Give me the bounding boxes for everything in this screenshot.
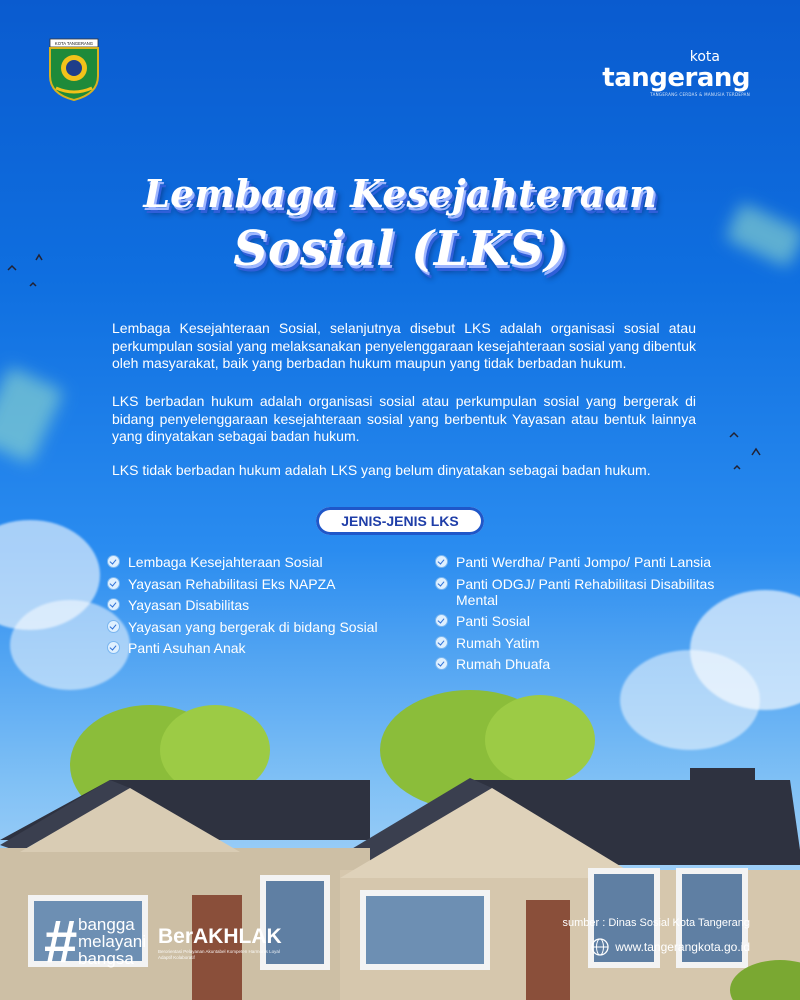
list-right [436,554,746,678]
emblem-text: KOTA TANGERANG [54,41,94,46]
list-item-label: Panti Werdha/ Panti Jompo/ Panti Lansia [456,554,712,570]
brand-name: tangerang [602,63,750,93]
brand-tagline: TANGERANG CERDAS & MANUSIA TERDEPAN [650,92,750,97]
bird-icons-right [720,425,780,485]
list-item-label: Yayasan Rehabilitasi Eks NAPZA [128,575,336,592]
section-label: JENIS-JENIS LKS [316,507,484,535]
brand-small-text: kota [689,49,720,65]
check-bullet-icon [108,599,119,610]
check-bullet-icon [436,637,447,648]
paragraph-berbadan-hukum: LKS berbadan hukum adalah organisasi sosial atau perkumpulan sosial yang bergerak di bidang penyelenggaraan kesejahteraan sosial yang berbentuk Yayasan atau bentuk lainnya yang dinyatakan sebagai badan hukum. [112,393,696,444]
list-item-label: Rumah Dhuafa [456,656,551,672]
website-url: www.tangerangkota.go.id [615,940,750,954]
page-title [0,170,800,280]
paragraph-tidak-berbadan-hukum: LKS tidak berbadan hukum adalah LKS yang belum dinyatakan sebagai badan hukum. [112,462,651,478]
list-item [436,554,746,570]
berakhlak-tagline: Berorientasi Pelayanan Akuntabel Kompeten Harmonis Loyal Adaptif Kolaboratif [158,949,280,960]
list-item [436,656,746,672]
hashtag-symbol: # [44,908,78,975]
city-emblem-icon [46,38,102,102]
list-left [108,554,408,662]
berakhlak-name: BerAKHLAK [158,925,282,948]
globe-icon [591,938,609,956]
list-item-label: Panti Sosial [456,613,530,629]
hashtag-word-1: bangga [78,915,135,934]
list-item [436,635,746,651]
title-line-2: Sosial (LKS) [233,221,567,277]
kota-tangerang-brand [602,50,750,97]
list-item-label: Panti ODGJ/ Panti Rehabilitasi Disabilitas Mental [456,575,715,608]
list-item-label: Yayasan yang bergerak di bidang Sosial [128,618,378,635]
check-bullet-icon [108,556,119,567]
paragraph-definition: Lembaga Kesejahteraan Sosial, selanjutnya disebut LKS adalah organisasi sosial atau perkumpulan sosial yang melaksanakan penyelenggaraan kesejahteraan sosial yang dibentuk oleh masyarakat, baik yang berbadan hukum maupun yang tidak berbadan hukum. [112,320,696,371]
website [591,938,750,956]
list-item [108,576,408,592]
list-item [436,576,746,608]
list-item-label: Lembaga Kesejahteraan Sosial [128,554,323,570]
list-item [108,640,408,656]
list-item-label: Yayasan Disabilitas [128,597,250,613]
hashtag-word-3: bangsa [78,949,134,968]
check-bullet-icon [436,615,447,626]
berakhlak-logo [158,925,288,961]
source-text: sumber : Dinas Sosial Kota Tangerang [562,917,750,929]
list-item [108,619,408,635]
check-bullet-icon [108,578,119,589]
check-bullet-icon [436,578,447,589]
hashtag-word-2: melayani [78,932,147,951]
check-bullet-icon [436,556,447,567]
list-item [108,554,408,570]
list-item [108,597,408,613]
check-bullet-icon [108,621,119,632]
list-item-label: Panti Asuhan Anak [128,640,246,656]
list-item [436,613,746,629]
title-line-1: Lembaga Kesejahteraan [143,171,657,216]
check-bullet-icon [436,658,447,669]
check-bullet-icon [108,642,119,653]
blur-chip-left [0,366,64,464]
list-item-label: Rumah Yatim [456,634,540,651]
